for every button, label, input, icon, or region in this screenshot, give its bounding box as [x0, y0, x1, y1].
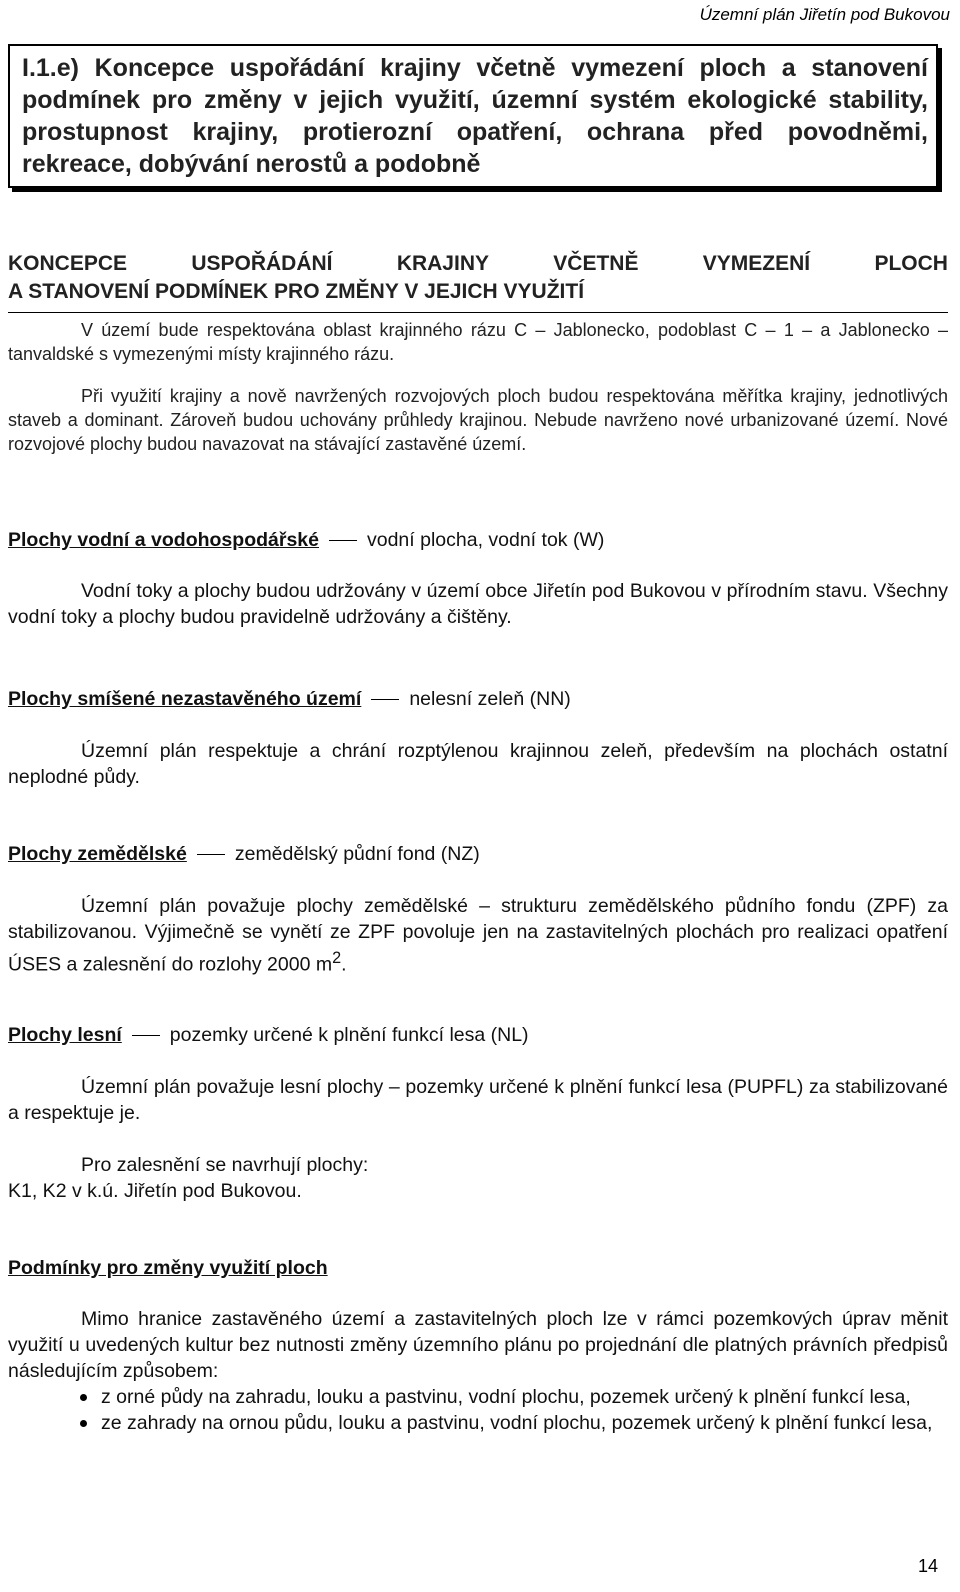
section-heading-line1: [8, 250, 948, 278]
list-item-text: ze zahrady na ornou půdu, louku a pastvinu, vodní plochu, pozemek určený k plnění funkcí lesa,: [101, 1412, 933, 1434]
heading-word: KRAJINY: [396, 252, 489, 275]
dash-separator: [197, 854, 225, 855]
agricultural-areas-desc: zemědělský půdní fond (NZ): [234, 843, 480, 865]
dash-separator: [132, 1035, 160, 1036]
list-item: [8, 1384, 948, 1410]
afforestation-list: K1, K2 v k.ú. Jiřetín pod Bukovou.: [8, 1180, 302, 1202]
conditions-title: Podmínky pro změny využití ploch: [8, 1257, 328, 1279]
forest-areas-text: Územní plán považuje lesní plochy – pozemky určené k plnění funkcí lesa (PUPFL) za stabilizované a respektuje je.: [8, 1076, 948, 1124]
bullet-icon: [80, 1394, 87, 1401]
list-item-text: z orné půdy na zahradu, louku a pastvinu, vodní plochu, pozemek určený k plnění funkcí lesa,: [101, 1386, 911, 1408]
mixed-areas-heading: [8, 686, 948, 712]
section-heading-line2: A STANOVENÍ PODMÍNEK PRO ZMĚNY V JEJICH VYUŽITÍ: [8, 280, 585, 303]
running-header: Územní plán Jiřetín pod Bukovou: [699, 5, 950, 24]
agricultural-areas-text: [8, 893, 948, 978]
list-item: [8, 1410, 948, 1436]
forest-areas-title: Plochy lesní: [8, 1024, 122, 1046]
heading-word: USPOŘÁDÁNÍ: [191, 252, 333, 275]
heading-word: VYMEZENÍ: [702, 252, 811, 275]
agricultural-areas-text-body: Územní plán považuje plochy zemědělské – strukturu zemědělského půdního fondu (ZPF) za stabilizovanou. Výjimečně se vynětí ze ZPF povoluje jen na zastavitelných plochách pro realizaci opatření ÚSES a zalesnění do rozlohy 2000 m: [8, 895, 948, 976]
agricultural-areas-heading: [8, 841, 948, 867]
water-areas-heading: [8, 527, 948, 553]
afforestation-intro: Pro zalesnění se navrhují plochy:: [81, 1154, 369, 1176]
conditions-heading: [8, 1255, 948, 1281]
mixed-areas-desc: nelesní zeleň (NN): [409, 688, 571, 710]
conditions-list: [8, 1384, 948, 1436]
chapter-title-box: [8, 44, 938, 188]
heading-word: PLOCH: [874, 252, 948, 275]
water-areas-desc: vodní plocha, vodní tok (W): [366, 529, 605, 551]
section-heading: [8, 250, 948, 313]
paragraph-landscape-use: Při využití krajiny a nově navržených rozvojových ploch budou respektována měřítka krajiny, jednotlivých staveb a dominant. Zároveň budou uchovány průhledy krajinou. Nebude navrženo nové urbanizované území. Nové rozvojové plochy budou navazovat na stávající zastavěné území.: [8, 386, 948, 454]
bullet-icon: [80, 1420, 87, 1427]
water-areas-title: Plochy vodní a vodohospodářské: [8, 529, 319, 551]
conditions-text: Mimo hranice zastavěného území a zastavitelných ploch lze v rámci pozemkových úprav měnit využití u uvedených kultur bez nutnosti změny územního plánu po projednání dle platných právních předpisů následujícím způsobem:: [8, 1308, 948, 1382]
agricultural-areas-text-end: .: [341, 953, 347, 976]
heading-word: KONCEPCE: [8, 252, 128, 275]
forest-areas-heading: [8, 1022, 948, 1048]
page-number: 14: [917, 1556, 938, 1576]
superscript: 2: [332, 949, 342, 967]
agricultural-areas-title: Plochy zemědělské: [8, 843, 187, 865]
dash-separator: [371, 699, 399, 700]
mixed-areas-text: Územní plán respektuje a chrání rozptýlenou krajinnou zeleň, především na plochách ostatní neplodné půdy.: [8, 740, 948, 788]
heading-word: VČETNĚ: [553, 252, 639, 275]
chapter-title: I.1.e) Koncepce uspořádání krajiny včetně vymezení ploch a stanovení podmínek pro změny v jejich využití, územní systém ekologické stability, prostupnost krajiny, protierozní opatření, ochrana před povodněmi, rekreace, dobývání nerostů a podobně: [22, 54, 928, 178]
paragraph-landscape-character: V území bude respektována oblast krajinného rázu C – Jablonecko, podoblast C – 1 – a Jablonecko – tanvaldské s vymezenými místy krajinného rázu.: [8, 320, 948, 364]
mixed-areas-title: Plochy smíšené nezastavěného území: [8, 688, 362, 710]
water-areas-text: Vodní toky a plochy budou udržovány v území obce Jiřetín pod Bukovou v přírodním stavu. Všechny vodní toky a plochy budou pravidelně udržovány a čištěny.: [8, 580, 948, 628]
dash-separator: [329, 540, 357, 541]
forest-areas-desc: pozemky určené k plnění funkcí lesa (NL): [169, 1024, 529, 1046]
